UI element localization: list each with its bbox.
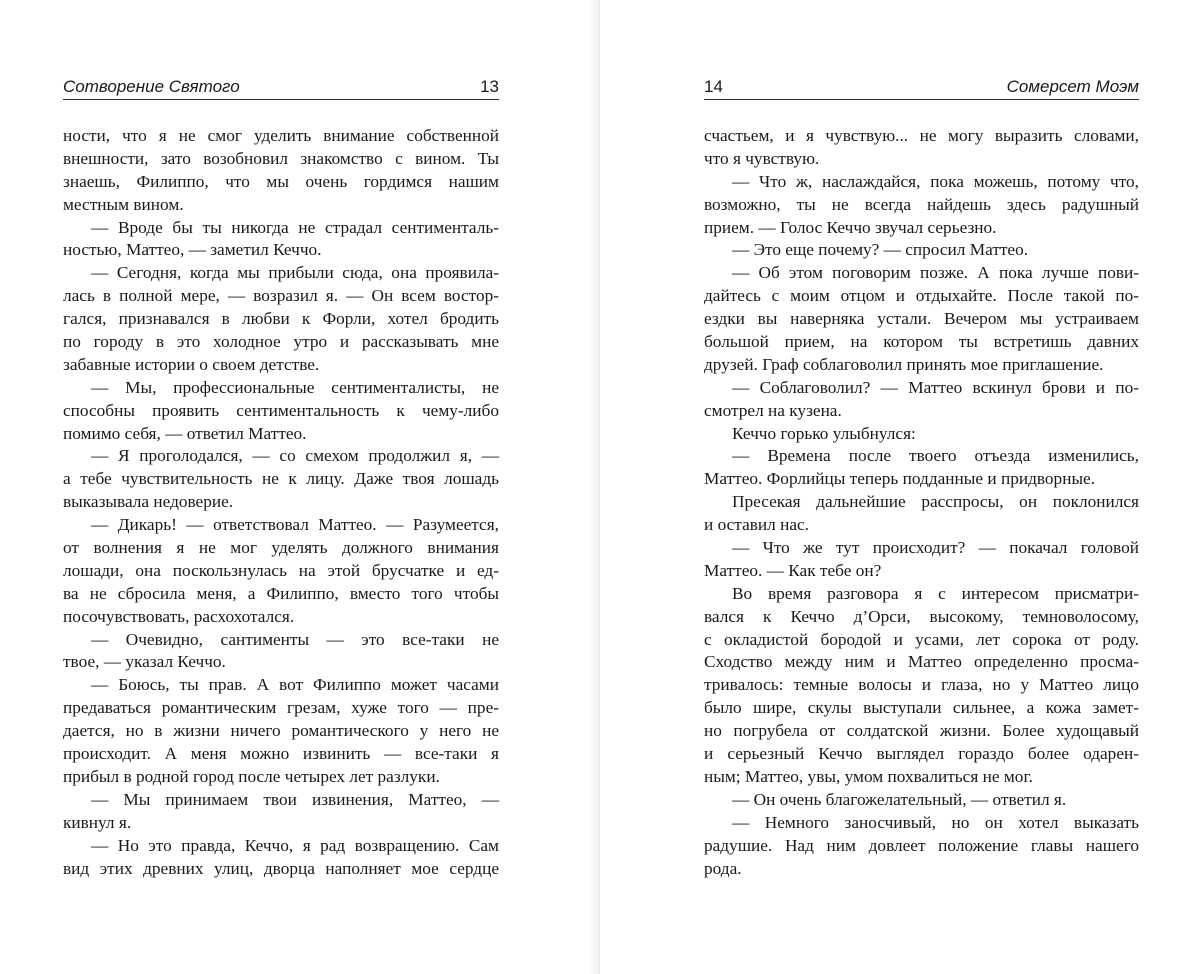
- text-line: лась в полной мере, — возразил я. — Он всем востор-: [63, 286, 499, 306]
- text-line: Во время разговора я с интересом присматри-: [732, 583, 1139, 603]
- text-line: местным вином.: [63, 194, 184, 214]
- text-line: возможно, ты не всегда найдешь здесь радушный: [704, 194, 1139, 214]
- text-line: радушие. Над ним довлеет положение главы нашего: [704, 835, 1139, 855]
- text-line: — Немного заносчивый, но он хотел выказать: [732, 812, 1139, 832]
- text-line: лошади, она поскользнулась на этой брусчатке и ед-: [63, 560, 499, 580]
- text-line: вид этих древних улиц, дворца наполняет мое сердце: [63, 858, 499, 878]
- text-line: ностью, Маттео, — заметил Кеччо.: [63, 240, 322, 260]
- text-line: а тебе чувствительность не к лицу. Даже твоя лошадь: [63, 469, 499, 489]
- right-running-title: Сомерсет Моэм: [1006, 77, 1139, 96]
- text-line: вался к Кеччо д’Орси, высокому, темноволосому,: [704, 606, 1139, 626]
- left-page-number: 13: [480, 77, 499, 96]
- text-line: Сходство между ним и Маттео определенно просма-: [704, 652, 1139, 672]
- right-page-text: [704, 125, 1139, 880]
- text-line: прием. — Голос Кеччо звучал серьезно.: [704, 217, 997, 237]
- right-page: [600, 0, 1202, 974]
- left-page-text: [63, 125, 499, 880]
- text-line: внешности, зато возобновил знакомство с вином. Ты: [63, 148, 499, 168]
- text-line: было шире, скулы выступали сильнее, а кожа замет-: [704, 698, 1139, 718]
- text-line: ным; Маттео, увы, умом похвалиться не мог.: [704, 766, 1033, 786]
- text-line: помимо себя, — ответил Маттео.: [63, 423, 307, 443]
- text-line: кивнул я.: [63, 812, 132, 832]
- text-line: с окладистой бородой и усами, лет сорока от роду.: [704, 629, 1139, 649]
- text-line: — Боюсь, ты прав. А вот Филиппо может часами: [91, 675, 499, 695]
- text-line: — Об этом поговорим позже. А пока лучше пови-: [732, 263, 1139, 283]
- text-line: способны проявить сентиментальность к чему-либо: [63, 400, 499, 420]
- text-line: Кеччо горько улыбнулся:: [732, 423, 916, 443]
- text-line: выказывала недоверие.: [63, 492, 234, 512]
- left-running-title: Сотворение Святого: [63, 77, 240, 96]
- text-line: прибыл в родной город после четырех лет разлуки.: [63, 766, 440, 786]
- text-line: твое, — указал Кеччо.: [63, 652, 226, 672]
- text-line: — Сегодня, когда мы прибыли сюда, она проявила-: [91, 263, 499, 283]
- text-line: но погрубела от солдатской жизни. Более худощавый: [704, 721, 1139, 741]
- text-line: по городу в это холодное утро и рассказывать мне: [63, 332, 499, 352]
- text-line: тривалось: темные волосы и глаза, но у Маттео лицо: [704, 675, 1139, 695]
- text-line: друзей. Граф соблаговолил принять мое приглашение.: [704, 354, 1104, 374]
- text-line: — Но это правда, Кеччо, я рад возвращению. Сам: [91, 835, 499, 855]
- right-running-header: [704, 74, 1139, 100]
- text-line: — Он очень благожелательный, — ответил я.: [732, 789, 1067, 809]
- text-line: забавные истории о своем детстве.: [63, 354, 320, 374]
- text-line: и оставил нас.: [704, 515, 810, 535]
- text-line: ездки вы наверняка устали. Вечером мы устраиваем: [704, 309, 1139, 329]
- text-line: ности, что я не смог уделить внимание собственной: [63, 126, 499, 145]
- text-line: дается, но в жизни ничего романтического у него не: [63, 721, 499, 741]
- text-line: от волнения я не мог уделять должного внимания: [63, 538, 499, 558]
- text-line: — Соблаговолил? — Маттео вскинул брови и по-: [732, 377, 1139, 397]
- text-line: — Что же тут происходит? — покачал головой: [732, 538, 1139, 558]
- text-line: — Мы, профессиональные сентименталисты, не: [91, 377, 499, 397]
- text-line: что я чувствую.: [704, 148, 820, 168]
- text-line: Маттео. Форлийцы теперь подданные и придворные.: [704, 469, 1096, 489]
- text-line: рода.: [704, 858, 742, 878]
- text-line: — Очевидно, сантименты — это все-таки не: [91, 629, 499, 649]
- text-line: посочувствовать, расхохотался.: [63, 606, 295, 626]
- text-line: — Мы принимаем твои извинения, Маттео, —: [91, 789, 499, 809]
- text-line: большой прием, на котором ты встретишь давних: [704, 332, 1139, 352]
- text-line: происходит. А меня можно извинить — все-таки я: [63, 744, 499, 764]
- text-line: дайтесь с моим отцом и отдыхайте. После такой по-: [704, 286, 1139, 306]
- text-line: — Дикарь! — ответствовал Маттео. — Разумеется,: [91, 515, 499, 535]
- right-page-number: 14: [704, 77, 723, 96]
- text-line: счастьем, и я чувствую... не могу выразить словами,: [704, 126, 1139, 145]
- text-line: — Вроде бы ты никогда не страдал сентименталь-: [91, 217, 499, 237]
- text-line: знаешь, Филиппо, что мы очень гордимся нашим: [63, 171, 499, 191]
- left-page: [0, 0, 600, 974]
- left-running-header: [63, 74, 499, 100]
- text-line: — Я проголодался, — со смехом продолжил я, —: [91, 446, 499, 466]
- text-line: — Времена после твоего отъезда изменились,: [732, 446, 1139, 466]
- text-line: гался, признавался в любви к Форли, хотел бродить: [63, 309, 499, 329]
- text-line: ва не сбросила меня, а Филиппо, вместо того чтобы: [63, 583, 499, 603]
- text-line: Пресекая дальнейшие расспросы, он поклонился: [732, 492, 1139, 512]
- text-line: и серьезный Кеччо выглядел гораздо более одарен-: [704, 744, 1139, 764]
- text-line: предаваться романтическим грезам, хуже того — пре-: [63, 698, 499, 718]
- text-line: Маттео. — Как тебе он?: [704, 560, 882, 580]
- text-line: — Что ж, наслаждайся, пока можешь, потому что,: [732, 171, 1139, 191]
- text-line: смотрел на кузена.: [704, 400, 842, 420]
- text-line: — Это еще почему? — спросил Маттео.: [732, 240, 1029, 260]
